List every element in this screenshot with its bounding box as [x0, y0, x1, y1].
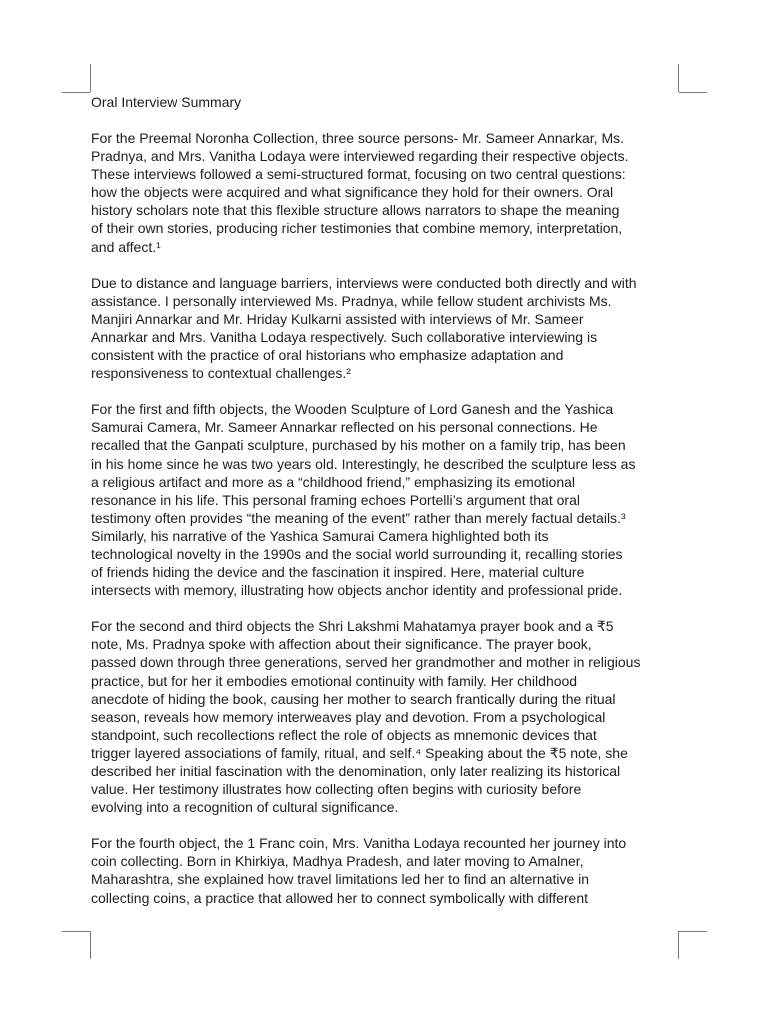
text-line: anecdote of hiding the book, causing her mother to search frantically during the ritual	[91, 690, 616, 707]
text-line: season, reveals how memory interweaves play and devotion. From a psychological	[91, 708, 606, 725]
document-title: Oral Interview Summary	[91, 94, 242, 110]
text-line: standpoint, such recollections reflect the role of objects as mnemonic devices that	[91, 726, 597, 743]
text-line: consistent with the practice of oral historians who emphasize adaptation and	[91, 347, 564, 364]
text-line: responsiveness to contextual challenges.²	[91, 365, 351, 382]
text-line: evolving into a recognition of cultural significance.	[91, 799, 399, 816]
text-line: trigger layered associations of family, ritual, and self.⁴ Speaking about the ₹5 note, she	[91, 744, 628, 761]
text-line: Annarkar and Mrs. Vanitha Lodaya respectively. Such collaborative interviewing is	[91, 328, 598, 345]
crop-mark-top-right-vertical	[678, 64, 679, 92]
document-body	[91, 93, 681, 925]
text-line: practice, but for her it embodies emotional continuity with family. Her childhood	[91, 672, 578, 689]
text-line: value. Her testimony illustrates how collecting often begins with curiosity before	[91, 781, 582, 798]
text-line: of friends hiding the device and the fascination it inspired. Here, material culture	[91, 564, 585, 581]
text-line: intersects with memory, illustrating how objects anchor identity and professional pride.	[91, 582, 623, 599]
text-line: technological novelty in the 1990s and the social world surrounding it, recalling stories	[91, 545, 623, 562]
crop-mark-bottom-right-vertical	[678, 931, 679, 959]
text-line: and affect.¹	[91, 238, 161, 255]
paragraph-list	[91, 129, 681, 907]
crop-mark-top-left-vertical	[90, 64, 91, 92]
crop-mark-bottom-right-horizontal	[679, 931, 707, 932]
text-line: Pradnya, and Mrs. Vanitha Lodaya were interviewed regarding their respective objects.	[91, 148, 629, 165]
paragraph-2	[91, 274, 681, 383]
text-line: Samurai Camera, Mr. Sameer Annarkar reflected on his personal connections. He	[91, 419, 598, 436]
text-line: assistance. I personally interviewed Ms. Pradnya, while fellow student archivists Ms.	[91, 292, 612, 309]
text-line: passed down through three generations, served her grandmother and mother in religious	[91, 654, 641, 671]
text-line: Manjiri Annarkar and Mr. Hriday Kulkarni assisted with interviews of Mr. Sameer	[91, 310, 584, 327]
text-line: Due to distance and language barriers, interviews were conducted both directly and with	[91, 274, 637, 291]
crop-mark-top-left-horizontal	[62, 92, 90, 93]
text-line: described her initial fascination with the denomination, only later realizing its historical	[91, 763, 621, 779]
text-line: of their own stories, producing richer testimonies that combine memory, interpretation,	[91, 220, 623, 237]
text-line: in his home since he was two years old. Interestingly, he described the sculpture less as	[91, 455, 636, 472]
text-line: For the fourth object, the 1 Franc coin, Mrs. Vanitha Lodaya recounted her journey into	[91, 835, 627, 852]
text-line: coin collecting. Born in Khirkiya, Madhya Pradesh, and later moving to Amalner,	[91, 853, 584, 870]
text-line: recalled that the Ganpati sculpture, purchased by his mother on a family trip, has been	[91, 437, 626, 454]
paragraph-4	[91, 617, 681, 816]
text-line: note, Ms. Pradnya spoke with affection about their significance. The prayer book,	[91, 636, 592, 653]
text-line: Maharashtra, she explained how travel limitations led her to find an alternative in	[91, 871, 590, 888]
crop-mark-bottom-left-vertical	[90, 931, 91, 959]
text-line: testimony often provides “the meaning of the event” rather than merely factual details.³	[91, 509, 626, 526]
text-line: how the objects were acquired and what significance they hold for their owners. Oral	[91, 184, 614, 201]
text-line: Similarly, his narrative of the Yashica Samurai Camera highlighted both its	[91, 527, 549, 544]
crop-mark-top-right-horizontal	[679, 92, 707, 93]
text-line: collecting coins, a practice that allowed her to connect symbolically with different	[91, 889, 588, 906]
text-line: For the second and third objects the Shri Lakshmi Mahatamya prayer book and a ₹5	[91, 618, 614, 635]
text-line: For the first and fifth objects, the Wooden Sculpture of Lord Ganesh and the Yashica	[91, 401, 614, 418]
text-line: resonance in his life. This personal framing echoes Portelli’s argument that oral	[91, 491, 580, 508]
paragraph-1	[91, 129, 681, 256]
text-line: a religious artifact and more as a “childhood friend,” emphasizing its emotional	[91, 473, 576, 490]
paragraph-5	[91, 834, 681, 906]
text-line: These interviews followed a semi-structured format, focusing on two central questions:	[91, 166, 626, 183]
text-line: For the Preemal Noronha Collection, three source persons- Mr. Sameer Annarkar, Ms.	[91, 130, 625, 146]
paragraph-3	[91, 400, 681, 599]
text-line: history scholars note that this flexible structure allows narrators to shape the meaning	[91, 202, 620, 219]
crop-mark-bottom-left-horizontal	[62, 931, 90, 932]
